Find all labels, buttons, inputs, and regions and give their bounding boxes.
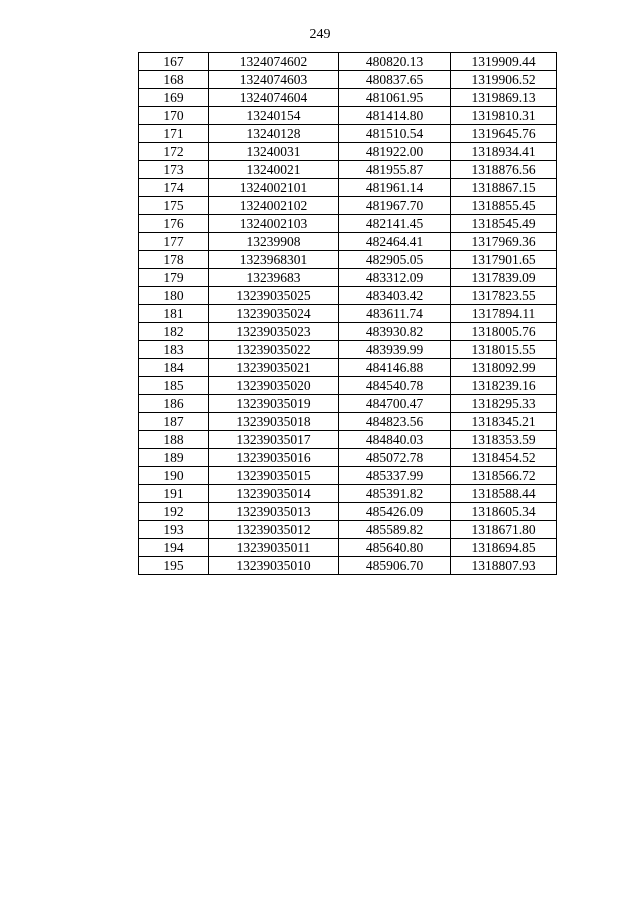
point-number-cell: 169 xyxy=(139,89,209,107)
y-coordinate-cell: 1319810.31 xyxy=(451,107,557,125)
point-number-cell: 193 xyxy=(139,521,209,539)
point-number-cell: 188 xyxy=(139,431,209,449)
y-coordinate-cell: 1318855.45 xyxy=(451,197,557,215)
table-row xyxy=(139,89,557,107)
point-id-cell: 13239035025 xyxy=(209,287,339,305)
point-id-cell: 13239035018 xyxy=(209,413,339,431)
point-id-cell: 13239035021 xyxy=(209,359,339,377)
y-coordinate-cell: 1318807.93 xyxy=(451,557,557,575)
table-row xyxy=(139,53,557,71)
y-coordinate-cell: 1319869.13 xyxy=(451,89,557,107)
y-coordinate-cell: 1318867.15 xyxy=(451,179,557,197)
table-row xyxy=(139,71,557,89)
point-id-cell: 1324074604 xyxy=(209,89,339,107)
x-coordinate-cell: 485337.99 xyxy=(339,467,451,485)
table-row xyxy=(139,125,557,143)
table-row xyxy=(139,377,557,395)
x-coordinate-cell: 481967.70 xyxy=(339,197,451,215)
point-id-cell: 13239035011 xyxy=(209,539,339,557)
y-coordinate-cell: 1318005.76 xyxy=(451,323,557,341)
point-number-cell: 189 xyxy=(139,449,209,467)
x-coordinate-cell: 483611.74 xyxy=(339,305,451,323)
point-number-cell: 190 xyxy=(139,467,209,485)
y-coordinate-cell: 1318671.80 xyxy=(451,521,557,539)
table-row xyxy=(139,359,557,377)
table-row xyxy=(139,179,557,197)
point-number-cell: 174 xyxy=(139,179,209,197)
y-coordinate-cell: 1318015.55 xyxy=(451,341,557,359)
point-id-cell: 13239035015 xyxy=(209,467,339,485)
y-coordinate-cell: 1317839.09 xyxy=(451,269,557,287)
y-coordinate-cell: 1318605.34 xyxy=(451,503,557,521)
table-row xyxy=(139,341,557,359)
x-coordinate-cell: 481414.80 xyxy=(339,107,451,125)
y-coordinate-cell: 1318454.52 xyxy=(451,449,557,467)
point-id-cell: 13240031 xyxy=(209,143,339,161)
y-coordinate-cell: 1318092.99 xyxy=(451,359,557,377)
point-number-cell: 170 xyxy=(139,107,209,125)
x-coordinate-cell: 485426.09 xyxy=(339,503,451,521)
y-coordinate-cell: 1318345.21 xyxy=(451,413,557,431)
x-coordinate-cell: 483403.42 xyxy=(339,287,451,305)
table-row xyxy=(139,143,557,161)
table-row xyxy=(139,233,557,251)
point-number-cell: 175 xyxy=(139,197,209,215)
table-row xyxy=(139,449,557,467)
point-id-cell: 1324074603 xyxy=(209,71,339,89)
coordinates-table xyxy=(138,52,557,575)
x-coordinate-cell: 482464.41 xyxy=(339,233,451,251)
x-coordinate-cell: 483930.82 xyxy=(339,323,451,341)
y-coordinate-cell: 1318588.44 xyxy=(451,485,557,503)
table-row xyxy=(139,107,557,125)
point-number-cell: 167 xyxy=(139,53,209,71)
point-id-cell: 13239035022 xyxy=(209,341,339,359)
point-number-cell: 177 xyxy=(139,233,209,251)
x-coordinate-cell: 481510.54 xyxy=(339,125,451,143)
table-row xyxy=(139,431,557,449)
y-coordinate-cell: 1319645.76 xyxy=(451,125,557,143)
table-row xyxy=(139,269,557,287)
point-id-cell: 13240154 xyxy=(209,107,339,125)
point-number-cell: 179 xyxy=(139,269,209,287)
table-row xyxy=(139,539,557,557)
point-id-cell: 13239683 xyxy=(209,269,339,287)
x-coordinate-cell: 485906.70 xyxy=(339,557,451,575)
x-coordinate-cell: 480820.13 xyxy=(339,53,451,71)
table-row xyxy=(139,503,557,521)
point-number-cell: 195 xyxy=(139,557,209,575)
point-id-cell: 13239035013 xyxy=(209,503,339,521)
x-coordinate-cell: 484146.88 xyxy=(339,359,451,377)
point-number-cell: 181 xyxy=(139,305,209,323)
point-id-cell: 13239908 xyxy=(209,233,339,251)
point-id-cell: 13239035020 xyxy=(209,377,339,395)
y-coordinate-cell: 1319909.44 xyxy=(451,53,557,71)
point-id-cell: 1324074602 xyxy=(209,53,339,71)
y-coordinate-cell: 1317901.65 xyxy=(451,251,557,269)
y-coordinate-cell: 1318694.85 xyxy=(451,539,557,557)
point-id-cell: 1324002101 xyxy=(209,179,339,197)
x-coordinate-cell: 482141.45 xyxy=(339,215,451,233)
point-id-cell: 1323968301 xyxy=(209,251,339,269)
table-row xyxy=(139,323,557,341)
y-coordinate-cell: 1318545.49 xyxy=(451,215,557,233)
x-coordinate-cell: 484540.78 xyxy=(339,377,451,395)
x-coordinate-cell: 481961.14 xyxy=(339,179,451,197)
x-coordinate-cell: 484700.47 xyxy=(339,395,451,413)
y-coordinate-cell: 1318876.56 xyxy=(451,161,557,179)
point-id-cell: 13240021 xyxy=(209,161,339,179)
point-number-cell: 172 xyxy=(139,143,209,161)
point-id-cell: 13240128 xyxy=(209,125,339,143)
table-row xyxy=(139,521,557,539)
point-number-cell: 183 xyxy=(139,341,209,359)
x-coordinate-cell: 483312.09 xyxy=(339,269,451,287)
table-row xyxy=(139,305,557,323)
table-row xyxy=(139,413,557,431)
table-row xyxy=(139,485,557,503)
point-id-cell: 13239035017 xyxy=(209,431,339,449)
x-coordinate-cell: 484823.56 xyxy=(339,413,451,431)
point-id-cell: 13239035014 xyxy=(209,485,339,503)
x-coordinate-cell: 481922.00 xyxy=(339,143,451,161)
point-id-cell: 13239035016 xyxy=(209,449,339,467)
x-coordinate-cell: 483939.99 xyxy=(339,341,451,359)
x-coordinate-cell: 481061.95 xyxy=(339,89,451,107)
point-number-cell: 168 xyxy=(139,71,209,89)
x-coordinate-cell: 485391.82 xyxy=(339,485,451,503)
y-coordinate-cell: 1318934.41 xyxy=(451,143,557,161)
point-number-cell: 184 xyxy=(139,359,209,377)
x-coordinate-cell: 485589.82 xyxy=(339,521,451,539)
point-number-cell: 192 xyxy=(139,503,209,521)
point-number-cell: 185 xyxy=(139,377,209,395)
table-body xyxy=(139,53,557,575)
x-coordinate-cell: 482905.05 xyxy=(339,251,451,269)
point-number-cell: 173 xyxy=(139,161,209,179)
table-row xyxy=(139,251,557,269)
point-id-cell: 13239035012 xyxy=(209,521,339,539)
table-row xyxy=(139,287,557,305)
y-coordinate-cell: 1318295.33 xyxy=(451,395,557,413)
y-coordinate-cell: 1317823.55 xyxy=(451,287,557,305)
point-number-cell: 178 xyxy=(139,251,209,269)
point-id-cell: 1324002103 xyxy=(209,215,339,233)
x-coordinate-cell: 485640.80 xyxy=(339,539,451,557)
table-row xyxy=(139,557,557,575)
y-coordinate-cell: 1317894.11 xyxy=(451,305,557,323)
point-number-cell: 187 xyxy=(139,413,209,431)
point-number-cell: 176 xyxy=(139,215,209,233)
y-coordinate-cell: 1319906.52 xyxy=(451,71,557,89)
point-id-cell: 13239035010 xyxy=(209,557,339,575)
point-id-cell: 13239035023 xyxy=(209,323,339,341)
table-row xyxy=(139,467,557,485)
point-number-cell: 191 xyxy=(139,485,209,503)
x-coordinate-cell: 484840.03 xyxy=(339,431,451,449)
table-row xyxy=(139,161,557,179)
page-number: 249 xyxy=(309,27,331,42)
point-number-cell: 194 xyxy=(139,539,209,557)
point-id-cell: 13239035024 xyxy=(209,305,339,323)
point-number-cell: 171 xyxy=(139,125,209,143)
y-coordinate-cell: 1317969.36 xyxy=(451,233,557,251)
x-coordinate-cell: 485072.78 xyxy=(339,449,451,467)
point-id-cell: 1324002102 xyxy=(209,197,339,215)
point-number-cell: 186 xyxy=(139,395,209,413)
y-coordinate-cell: 1318239.16 xyxy=(451,377,557,395)
table-row xyxy=(139,395,557,413)
x-coordinate-cell: 481955.87 xyxy=(339,161,451,179)
table-row xyxy=(139,197,557,215)
point-number-cell: 182 xyxy=(139,323,209,341)
table-row xyxy=(139,215,557,233)
y-coordinate-cell: 1318353.59 xyxy=(451,431,557,449)
point-id-cell: 13239035019 xyxy=(209,395,339,413)
x-coordinate-cell: 480837.65 xyxy=(339,71,451,89)
y-coordinate-cell: 1318566.72 xyxy=(451,467,557,485)
point-number-cell: 180 xyxy=(139,287,209,305)
